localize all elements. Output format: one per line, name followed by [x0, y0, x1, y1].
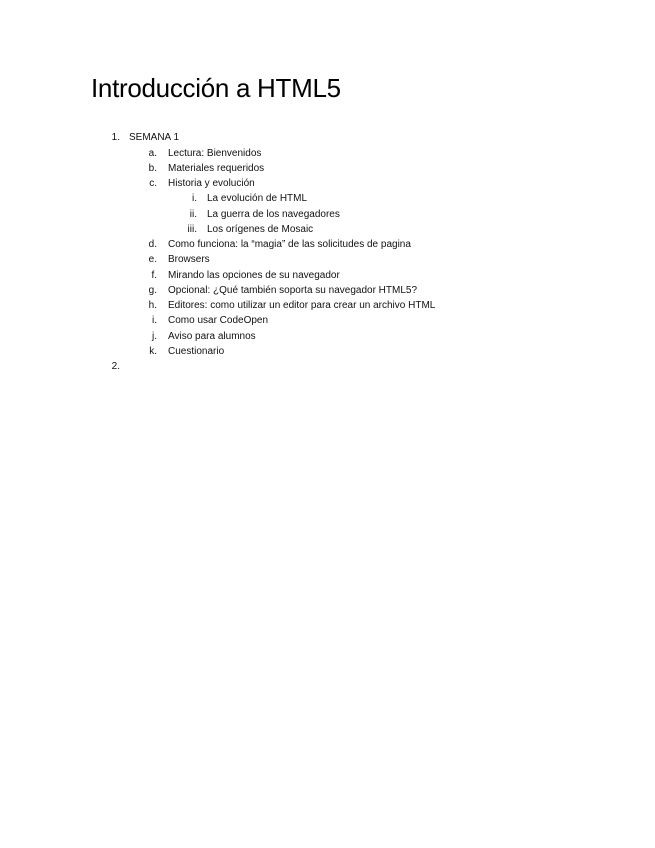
list-marker: b.	[148, 163, 157, 174]
list-item-label: Historia y evolución	[168, 178, 255, 189]
list-item-label: Cuestionario	[168, 346, 225, 357]
list-item-label: Como funciona: la “magia” de las solicitudes de pagina	[168, 239, 411, 250]
list-marker: 2.	[111, 361, 120, 372]
document-title: Introducción a HTML5	[91, 73, 341, 103]
list-marker: j.	[152, 331, 157, 342]
list-marker: a.	[148, 148, 157, 159]
list-item-label: La guerra de los navegadores	[207, 209, 340, 220]
list-marker: g.	[148, 285, 157, 296]
list-item-label: Como usar CodeOpen	[168, 315, 269, 326]
list-marker: i.	[192, 193, 197, 204]
list-marker: e.	[148, 254, 157, 265]
list-item-label: SEMANA 1	[129, 132, 180, 143]
list-marker: c.	[149, 178, 157, 189]
list-item-label: Materiales requeridos	[168, 163, 265, 174]
list-item-label: La evolución de HTML	[207, 193, 308, 204]
list-marker: iii.	[187, 224, 197, 235]
list-item-label: Los orígenes de Mosaic	[207, 224, 314, 235]
list-item-label: Opcional: ¿Qué también soporta su navegador HTML5?	[168, 285, 418, 296]
list-marker: i.	[152, 315, 157, 326]
list-marker: f.	[151, 270, 157, 281]
list-item-label: Lectura: Bienvenidos	[168, 148, 262, 159]
list-marker: 1.	[111, 132, 120, 143]
list-item-label: Editores: como utilizar un editor para crear un archivo HTML	[168, 300, 436, 311]
list-marker: h.	[148, 300, 157, 311]
list-marker: k.	[149, 346, 157, 357]
list-item-label: Browsers	[168, 254, 210, 265]
list-item-label: Aviso para alumnos	[168, 331, 256, 342]
list-marker: d.	[148, 239, 157, 250]
list-marker: ii.	[189, 209, 197, 220]
list-item-label: Mirando las opciones de su navegador	[168, 270, 340, 281]
